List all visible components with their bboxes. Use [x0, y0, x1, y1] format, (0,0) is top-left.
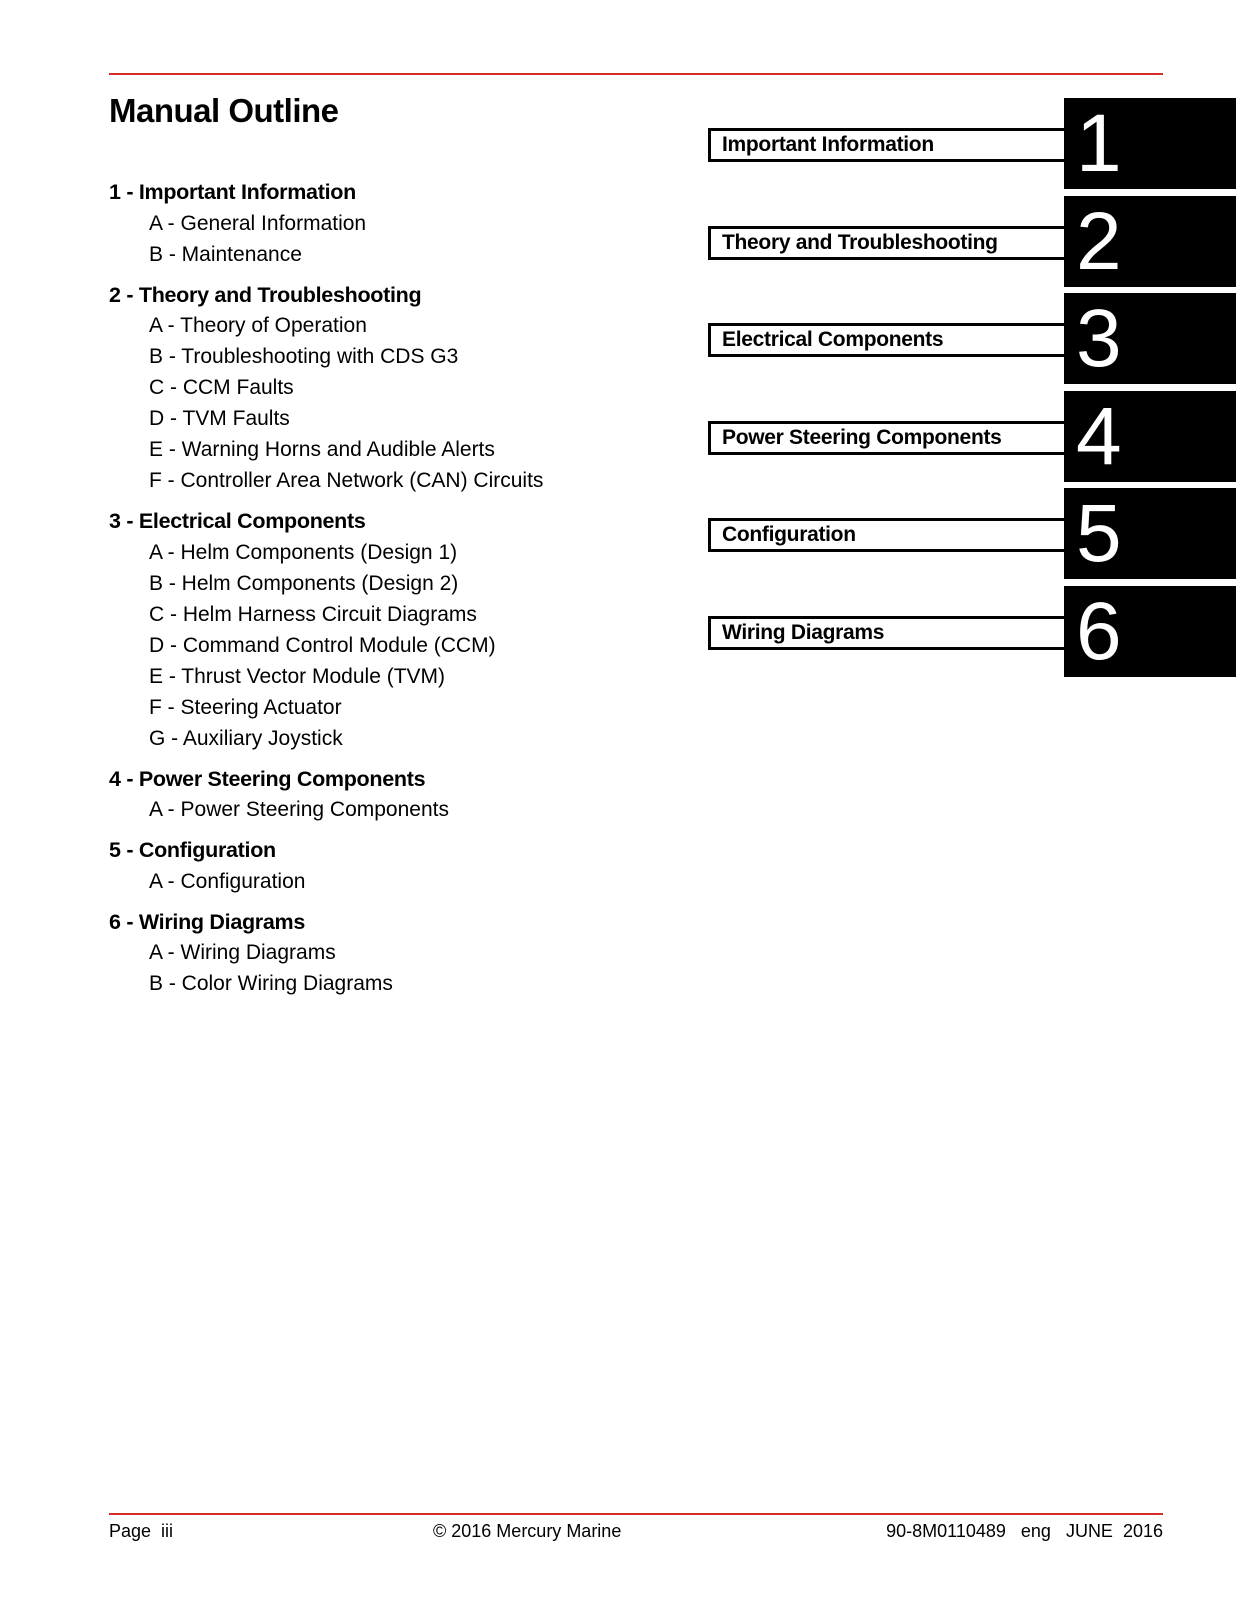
section-tab-number: 1 — [1064, 98, 1236, 189]
outline-section-title[interactable]: 4 - Power Steering Components — [109, 766, 426, 791]
section-tab-label: Power Steering Components — [708, 421, 1064, 455]
outline-item[interactable]: F - Controller Area Network (CAN) Circuits — [149, 469, 544, 492]
outline-item[interactable]: A - Configuration — [149, 869, 306, 893]
section-tab-label: Configuration — [708, 518, 1064, 552]
outline-item[interactable]: C - Helm Harness Circuit Diagrams — [149, 602, 477, 626]
outline-section-2 — [109, 280, 709, 497]
outline-section-title[interactable]: 1 - Important Information — [109, 180, 356, 204]
copyright: © 2016 Mercury Marine — [433, 1521, 622, 1541]
page-title: Manual Outline — [109, 92, 339, 129]
section-tab-number: 3 — [1064, 293, 1236, 384]
outline-item[interactable]: B - Color Wiring Diagrams — [149, 972, 393, 995]
section-tab-2[interactable] — [708, 196, 1236, 294]
section-tab-number: 5 — [1064, 488, 1236, 579]
outline-item[interactable]: C - CCM Faults — [149, 376, 294, 399]
section-tab-6[interactable] — [708, 586, 1236, 684]
outline-item[interactable]: A - Power Steering Components — [149, 798, 449, 821]
outline-item[interactable]: D - TVM Faults — [149, 407, 290, 430]
section-tab-5[interactable] — [708, 488, 1236, 586]
section-tab-number: 2 — [1064, 196, 1236, 287]
page-number: Page iii — [109, 1521, 174, 1541]
section-tab-1[interactable] — [708, 98, 1236, 196]
outline-item[interactable]: B - Troubleshooting with CDS G3 — [149, 345, 459, 368]
outline-section-title[interactable]: 3 - Electrical Components — [109, 509, 366, 533]
outline-section-3 — [109, 506, 709, 754]
outline-item[interactable]: F - Steering Actuator — [149, 695, 342, 719]
section-tab-label: Theory and Troubleshooting — [708, 226, 1064, 260]
section-tab-number: 4 — [1064, 391, 1236, 482]
outline-item[interactable]: B - Maintenance — [149, 242, 302, 266]
document-id: 90-8M0110489 eng JUNE 2016 — [886, 1521, 1163, 1541]
outline-item[interactable]: E - Warning Horns and Audible Alerts — [149, 438, 495, 461]
outline-item[interactable]: B - Helm Components (Design 2) — [149, 571, 459, 595]
manual-outline — [109, 177, 709, 1009]
section-tab-3[interactable] — [708, 293, 1236, 391]
outline-section-5 — [109, 835, 709, 897]
outline-item[interactable]: A - General Information — [149, 211, 367, 235]
section-tabs — [708, 98, 1236, 683]
outline-section-1 — [109, 177, 709, 270]
section-tab-label: Wiring Diagrams — [708, 616, 1064, 650]
section-tab-number: 6 — [1064, 586, 1236, 677]
header-rule — [109, 73, 1163, 75]
outline-item[interactable]: G - Auxiliary Joystick — [149, 726, 343, 750]
outline-section-title[interactable]: 5 - Configuration — [109, 838, 276, 862]
outline-section-4 — [109, 764, 709, 826]
outline-item[interactable]: A - Helm Components (Design 1) — [149, 540, 458, 564]
outline-section-title[interactable]: 6 - Wiring Diagrams — [109, 909, 306, 934]
outline-item[interactable]: D - Command Control Module (CCM) — [149, 633, 496, 657]
outline-item[interactable]: A - Theory of Operation — [149, 314, 367, 337]
outline-section-6 — [109, 907, 709, 1000]
footer-rule — [109, 1513, 1163, 1515]
section-tab-label: Important Information — [708, 128, 1064, 162]
outline-item[interactable]: A - Wiring Diagrams — [149, 941, 336, 964]
section-tab-4[interactable] — [708, 391, 1236, 489]
outline-item[interactable]: E - Thrust Vector Module (TVM) — [149, 664, 446, 688]
outline-section-title[interactable]: 2 - Theory and Troubleshooting — [109, 282, 422, 307]
section-tab-label: Electrical Components — [708, 323, 1064, 357]
